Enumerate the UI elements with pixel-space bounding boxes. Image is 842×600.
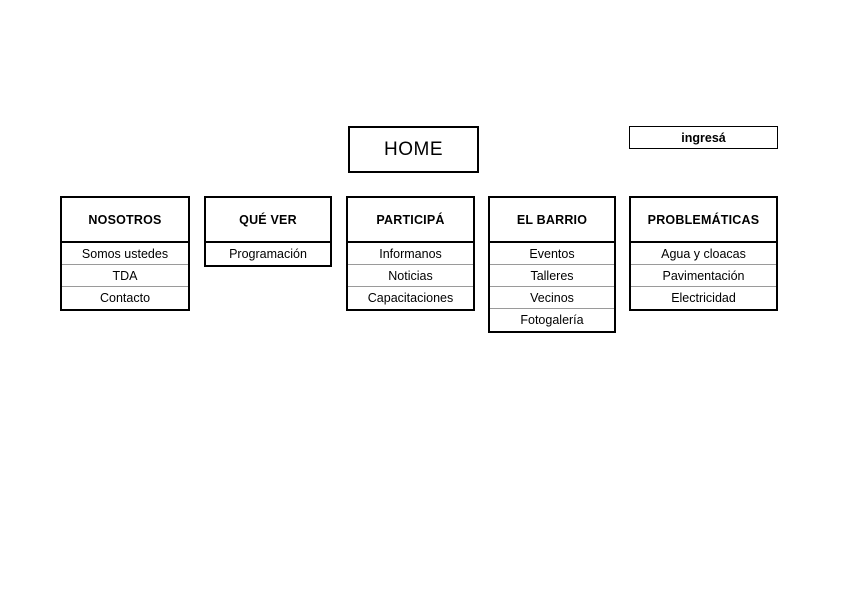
menu-item[interactable]: Contacto	[99, 291, 151, 305]
column-problematicas	[629, 196, 778, 311]
menu-item[interactable]: Vecinos	[490, 287, 614, 309]
column-header-que-ver[interactable]: QUÉ VER	[204, 196, 332, 243]
menu-item[interactable]: Agua y cloacas	[631, 243, 776, 265]
column-items-problematicas	[629, 243, 778, 311]
column-items-que-ver	[204, 243, 332, 267]
column-header-el-barrio[interactable]: EL BARRIO	[488, 196, 616, 243]
menu-item[interactable]: Talleres	[490, 265, 614, 287]
column-participa	[346, 196, 475, 311]
home-node[interactable]	[348, 126, 479, 173]
menu-item[interactable]: Noticias	[348, 265, 473, 287]
login-node-label: ingresá	[681, 130, 726, 145]
column-header-participa[interactable]: PARTICIPÁ	[346, 196, 475, 243]
menu-item[interactable]: Informanos	[348, 243, 473, 265]
column-items-participa	[346, 243, 475, 311]
home-node-label: HOME	[384, 138, 443, 160]
menu-item[interactable]: Capacitaciones	[367, 291, 454, 305]
column-que-ver	[204, 196, 332, 267]
column-items-el-barrio	[488, 243, 616, 333]
menu-item[interactable]: TDA	[62, 265, 188, 287]
column-header-nosotros[interactable]: NOSOTROS	[60, 196, 190, 243]
menu-item[interactable]: Eventos	[490, 243, 614, 265]
menu-item[interactable]: Programación	[229, 247, 307, 261]
menu-item[interactable]: Pavimentación	[631, 265, 776, 287]
login-node[interactable]	[629, 126, 778, 149]
column-nosotros	[60, 196, 190, 311]
column-el-barrio	[488, 196, 616, 333]
column-header-problematicas[interactable]: PROBLEMÁTICAS	[629, 196, 778, 243]
menu-item[interactable]: Fotogalería	[520, 313, 584, 327]
column-items-nosotros	[60, 243, 190, 311]
menu-item[interactable]: Somos ustedes	[62, 243, 188, 265]
menu-item[interactable]: Electricidad	[671, 291, 736, 305]
